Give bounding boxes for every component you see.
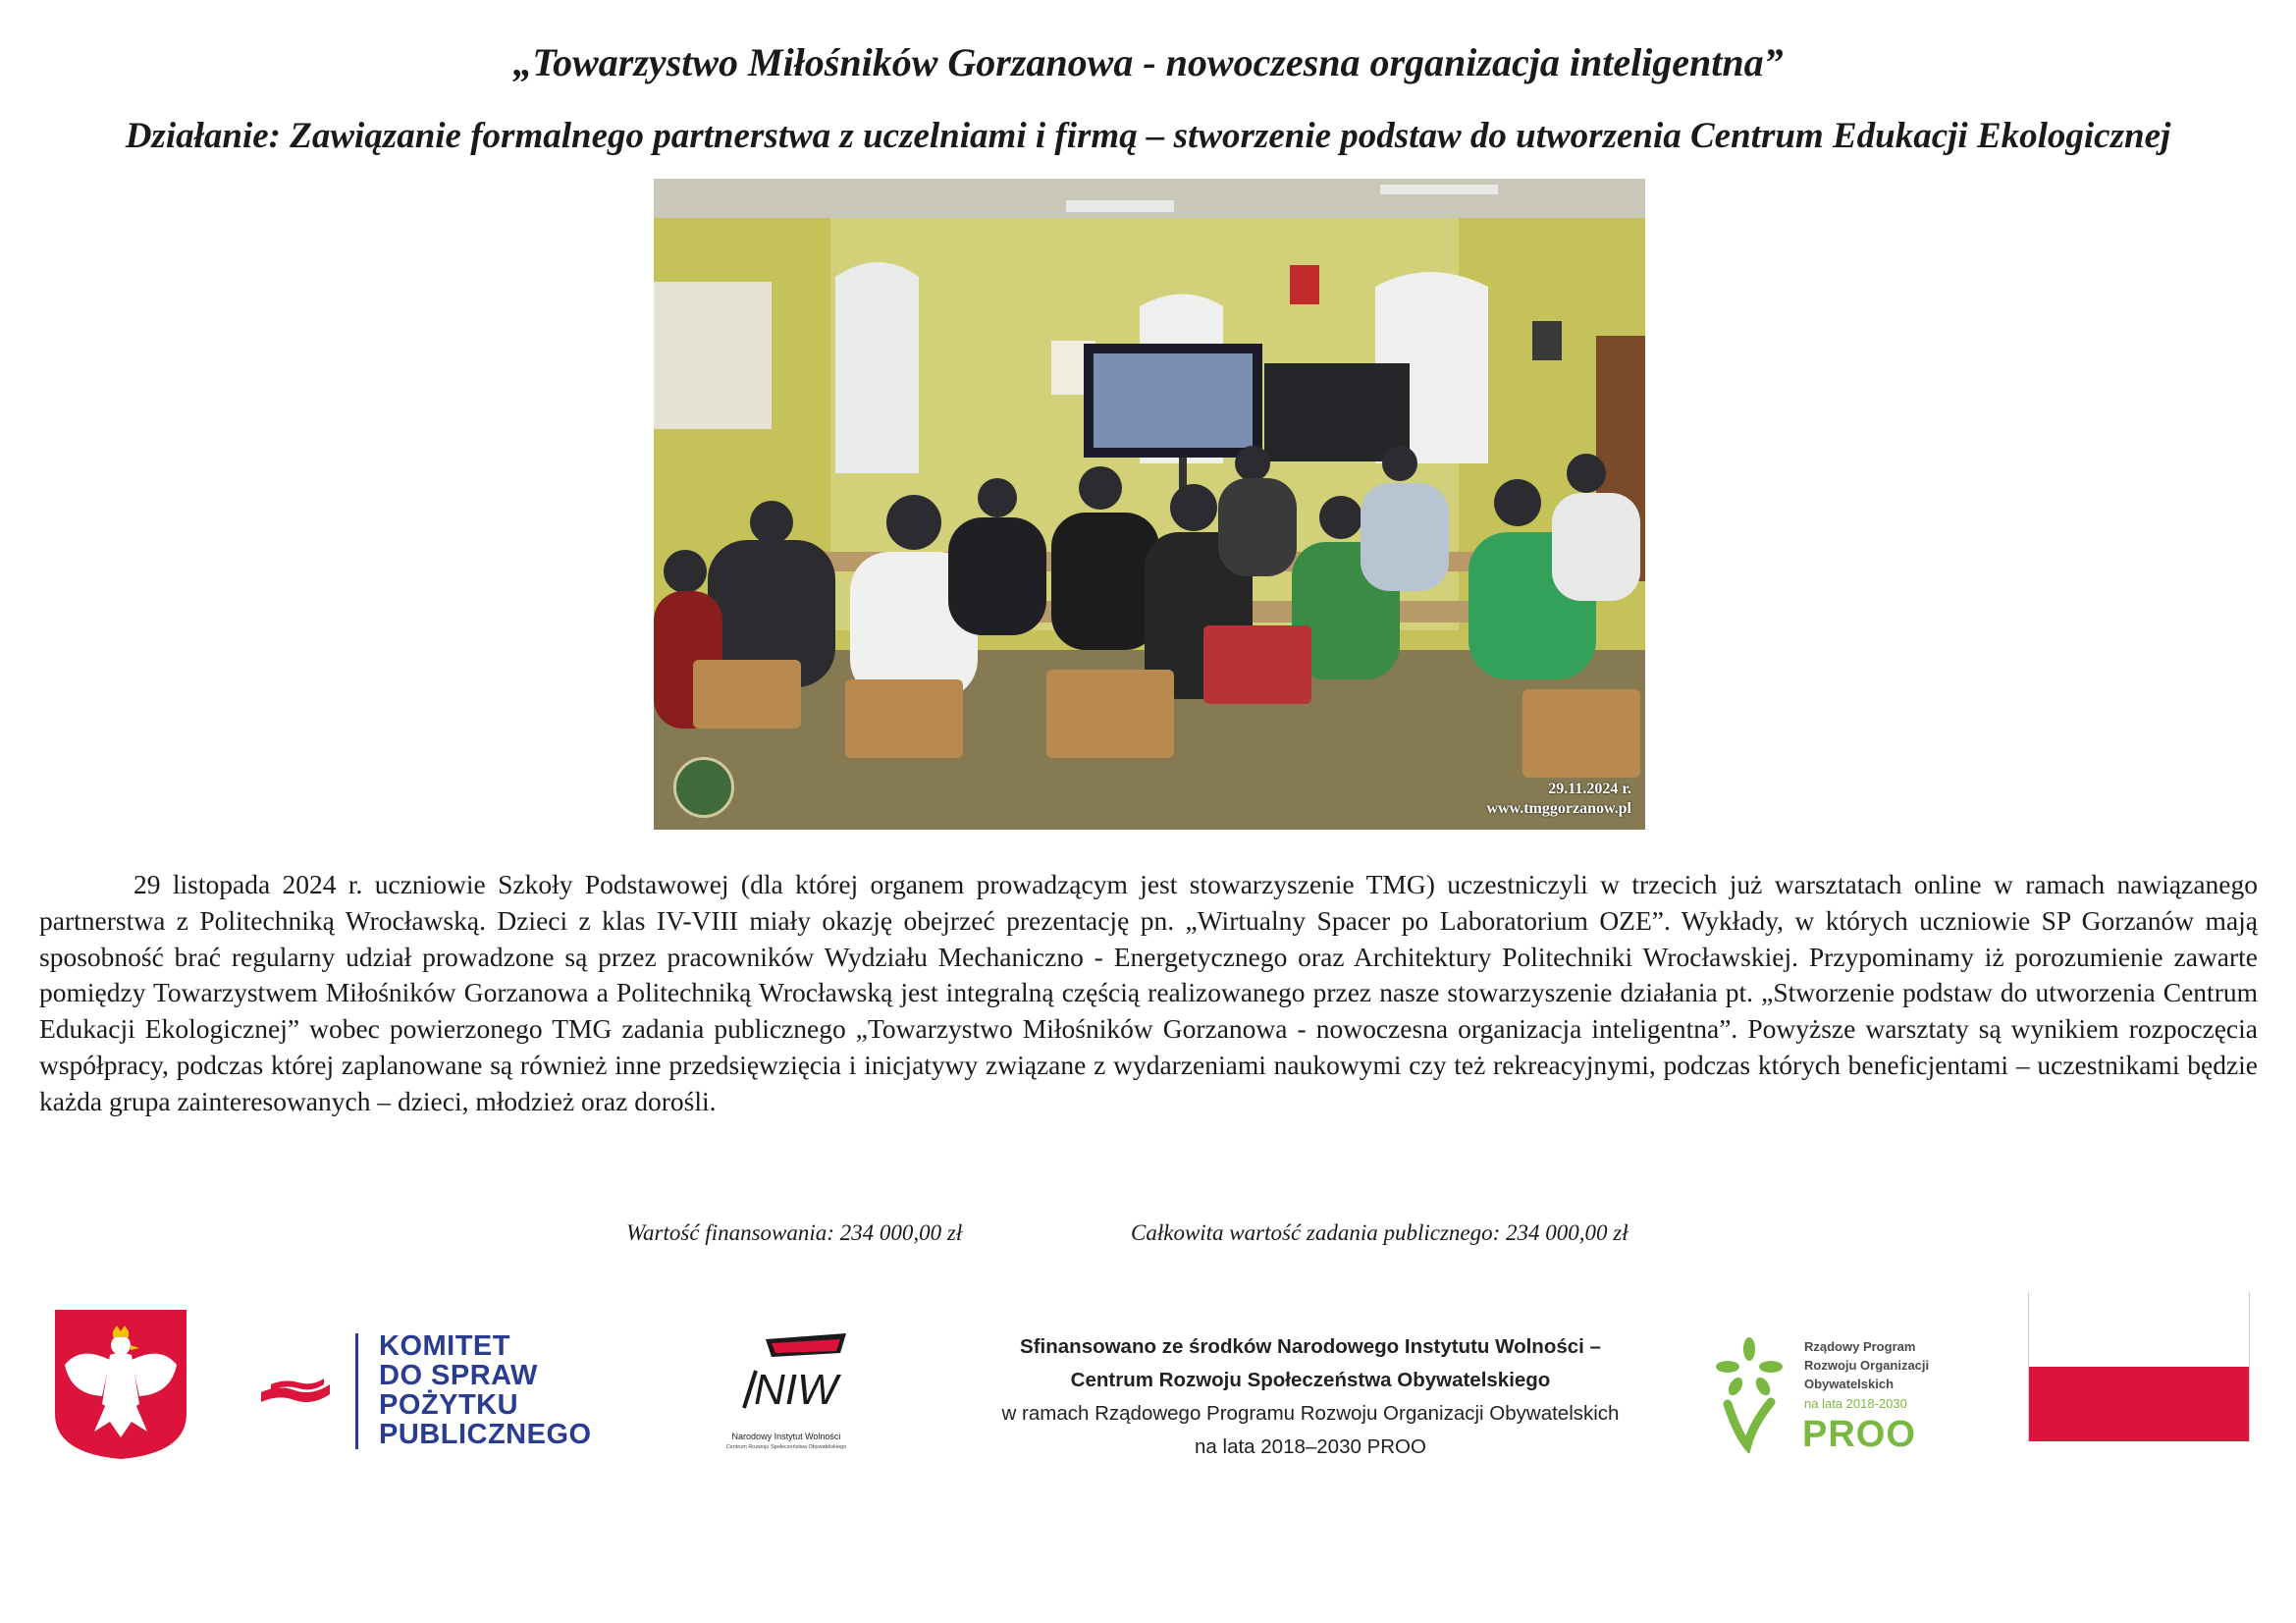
financing-value: Wartość finansowania: 234 000,00 zł [626, 1220, 963, 1245]
document-subtitle: Działanie: Zawiązanie formalnego partnerstwa z uczelniami i firmą – stworzenie podstaw do utworzenia Centrum Edukacji Ekologicznej [125, 116, 2171, 156]
kppp-flag-icon [259, 1371, 332, 1410]
proo-flower-icon [1710, 1335, 1789, 1453]
kppp-line-4: PUBLICZNEGO [379, 1419, 592, 1450]
body-paragraph: 29 listopada 2024 r. uczniowie Szkoły Podstawowej (dla której organem prowadzącym jest stowarzyszenie TMG) uczestniczyli w trzecich już warsztatach online w ramach nawiązanego partnerstwa z Politechniką Wrocławską. Dzieci z klas IV-VIII miały okazję obejrzeć prezentację pn. „Wirtualny Spacer po Laboratorium OZE”. Wykłady, w których uczniowie SP Gorzanów mają sposobność brać regularny udział prowadzone są przez pracowników Wydziału Mechaniczno - Energetycznego oraz Architektury Politechniki Wrocławskiej. Przypominamy iż porozumienie zawarte pomiędzy Towarzystwem Miłośników Gorzanowa a Politechniką Wrocławską jest integralną częścią realizowanego przez nasze stowarzyszenie działania pt. „Stworzenie podstaw do utworzenia Centrum Edukacji Ekologicznej” wobec powierzonego TMG zadania publicznego „Towarzystwo Miłośników Gorzanowa - nowoczesna organizacja inteligentna”. Powyższe warsztaty są wynikiem rozpoczęcia współpracy, podczas której zaplanowane są również inne przedsięwzięcia i inicjatywy związane z wydarzeniami naukowymi czy też rekreacyjnymi, podczas których beneficjentami – uczestnikami będzie każda grupa zainteresowanych – dzieci, młodzież oraz dorośli. [39, 869, 2258, 1116]
kppp-divider [355, 1333, 358, 1449]
classroom-scene [654, 179, 1645, 830]
total-task-value: Całkowita wartość zadania publicznego: 234 000,00 zł [1131, 1220, 1629, 1245]
classroom-photo [654, 179, 1645, 830]
niw-name: Narodowy Instytut Wolności [731, 1432, 841, 1441]
photo-url: www.tmggorzanow.pl [1486, 800, 1631, 817]
kppp-logo-text [379, 1331, 614, 1449]
proo-program-name [1804, 1337, 1961, 1393]
proo-years: na lata 2018-2030 [1804, 1396, 1907, 1411]
photo-date: 29.11.2024 r. [1548, 781, 1631, 797]
proo-wordmark: PROO [1802, 1414, 1916, 1455]
kppp-line-3: POŻYTKU [379, 1389, 519, 1421]
flag-red-stripe [2029, 1367, 2249, 1441]
financing-line-1: Sfinansowano ze środków Narodowego Instytutu Wolności – [1020, 1335, 1601, 1358]
document-title: „Towarzystwo Miłośników Gorzanowa - nowoczesna organizacja inteligentna” [512, 40, 1784, 84]
financing-line-4: na lata 2018–2030 PROO [1195, 1435, 1426, 1458]
financing-line-3: w ramach Rządowego Programu Rozwoju Organizacji Obywatelskich [1001, 1402, 1620, 1425]
financing-note [913, 1330, 1708, 1464]
niw-subtitle: Centrum Rozwoju Społeczeństwa Obywatelskiego [725, 1444, 847, 1450]
proo-line-3: Obywatelskich [1804, 1377, 1895, 1391]
polish-eagle-emblem-icon [51, 1306, 190, 1461]
kppp-line-1: KOMITET [379, 1330, 510, 1362]
proo-line-2: Rozwoju Organizacji [1804, 1358, 1930, 1373]
kppp-line-2: DO SPRAW [379, 1360, 538, 1391]
financing-line-2: Centrum Rozwoju Społeczeństwa Obywatelskiego [1070, 1369, 1551, 1391]
svg-text:NIW: NIW [754, 1366, 838, 1410]
proo-line-1: Rządowy Program [1804, 1339, 1916, 1354]
niw-logo-icon [726, 1331, 854, 1410]
flag-white-stripe [2029, 1292, 2249, 1367]
polish-flag-icon [2028, 1292, 2250, 1441]
tmg-logo-icon [673, 757, 734, 818]
